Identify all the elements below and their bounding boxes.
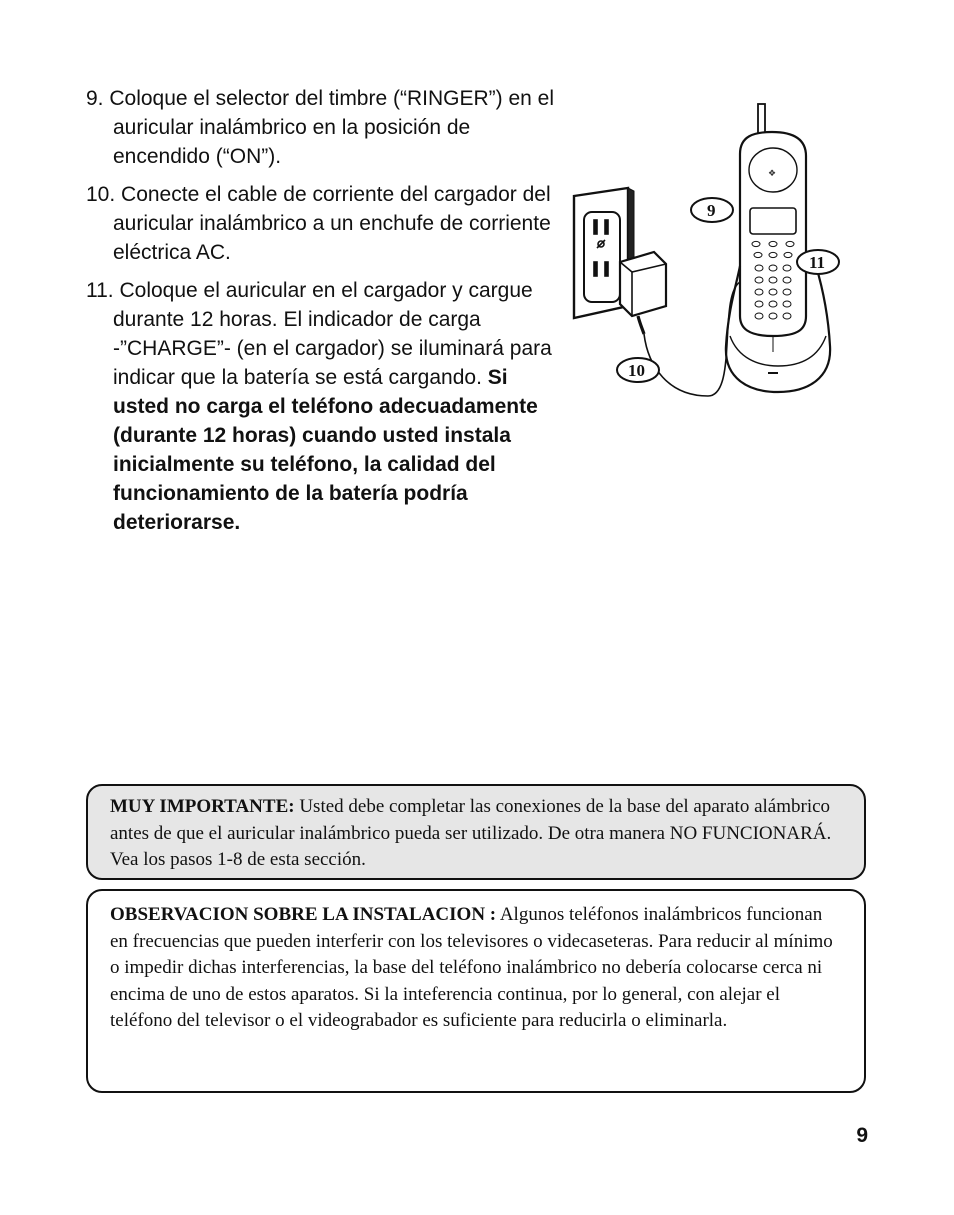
step-9-text: 9. Coloque el selector del timbre (“RINGER”) en el auricular inalámbrico en la posición de encendido (“ON”).: [86, 87, 555, 168]
important-text: Usted debe completar las conexiones de la base del aparato alámbrico antes de que el auricular inalámbrico pueda ser utilizado. De otra manera NO FUNCIONARÁ. Vea los pasos 1-8 de esta sección.: [110, 796, 832, 870]
callout-11: [797, 250, 839, 274]
callout-9: [691, 198, 733, 222]
installation-note-text: Algunos teléfonos inalámbricos funcionan en frecuencias que pueden interferir con los televisores o videcaseteras. Para reducir al mínimo o impedir dichas interferencias, la base del teléfono inalámbrico no debería colocarse cerca ni encima de uno de estos aparatos. Si la inteferencia continua, por lo general, con alejar el teléfono del televisor o el videograbador es suficiente para reducirla o eliminarla.: [110, 904, 833, 1031]
important-notice-box: [86, 784, 866, 880]
callout-11-label: 11: [809, 253, 826, 272]
step-11: [86, 276, 556, 537]
page-number: 9: [856, 1124, 868, 1147]
svg-text:❖: ❖: [768, 169, 777, 179]
phone-setup-svg: [568, 96, 848, 406]
instruction-steps: [86, 84, 556, 546]
callout-9-label: 9: [707, 201, 716, 220]
installation-note-box: [86, 889, 866, 1093]
important-label: MUY IMPORTANTE:: [110, 796, 295, 817]
step-11-text: 11. Coloque el auricular en el cargador y cargue durante 12 horas. El indicador de carga -”CHARGE”- (en el cargador) se iluminará para indicar que la batería se está cargando.: [86, 279, 552, 389]
callout-10-label: 10: [628, 361, 645, 380]
callout-10: [617, 358, 659, 382]
step-9: [86, 84, 556, 171]
step-10-text: 10. Conecte el cable de corriente del cargador del auricular inalámbrico a un enchufe de corriente eléctrica AC.: [86, 183, 551, 264]
step-11-warning: Si usted no carga el teléfono adecuadamente (durante 12 horas) cuando usted instala inicialmente su teléfono, la calidad del funcionamiento de la batería podría deteriorarse.: [113, 366, 538, 534]
installation-note-label: OBSERVACION SOBRE LA INSTALACION :: [110, 904, 497, 925]
step-10: [86, 180, 556, 267]
cordless-handset-icon: [740, 104, 806, 336]
phone-setup-illustration: [568, 96, 848, 406]
